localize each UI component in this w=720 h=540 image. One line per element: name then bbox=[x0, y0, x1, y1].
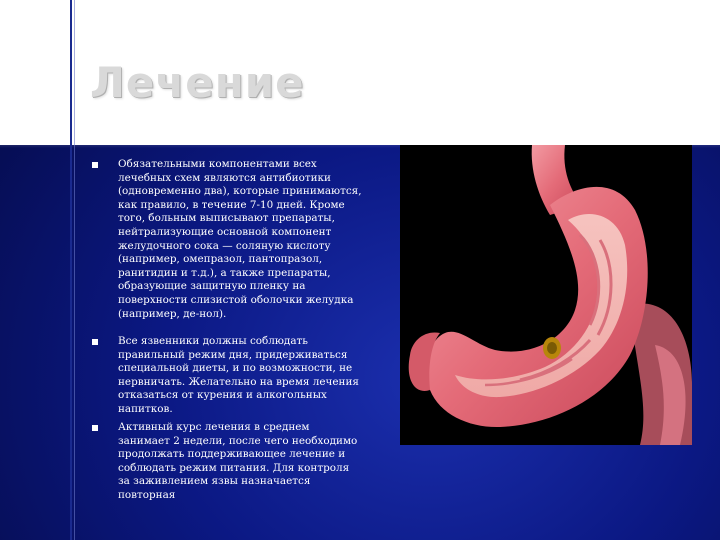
square-bullet-icon bbox=[92, 339, 98, 345]
bullet-item bbox=[92, 421, 362, 503]
header-fade bbox=[0, 118, 720, 148]
bullet-text: Все язвенники должны соблюдать правильный режим дня, придерживаться специальной диеты, и по возможности, не нервничать. Желательно на время лечения отказаться от курения и алкогольных напитков. bbox=[118, 335, 359, 415]
stomach-illustration bbox=[400, 145, 692, 445]
bullet-text: Активный курс лечения в среднем занимает 2 недели, после чего необходимо продолжать поддерживающее лечение и соблюдать режим питания. Для контроля за заживлением язвы назначается повторная bbox=[118, 421, 358, 501]
bullet-item bbox=[92, 158, 362, 335]
vertical-rule-thin bbox=[74, 0, 75, 540]
square-bullet-icon bbox=[92, 425, 98, 431]
square-bullet-icon bbox=[92, 162, 98, 168]
bullet-text: Обязательными компонентами всех лечебных схем являются антибиотики (одновременно два), которые принимаются, как правило, в течение 7-10 дней. Кроме того, больным выписывают препараты, нейтрализующие основной компонент желудочного сока — соляную кислоту (например, омепразол, пантопразол, ранитидин и т.д.), а также препараты, образующие защитную пленку на поверхности слизистой оболочки желудка (например, де-нол). bbox=[118, 158, 362, 320]
slide-title: Лечение bbox=[90, 58, 305, 107]
bullet-item bbox=[92, 335, 362, 421]
bullet-list bbox=[92, 158, 362, 503]
vertical-rule bbox=[70, 0, 72, 540]
stomach-image bbox=[400, 145, 692, 445]
